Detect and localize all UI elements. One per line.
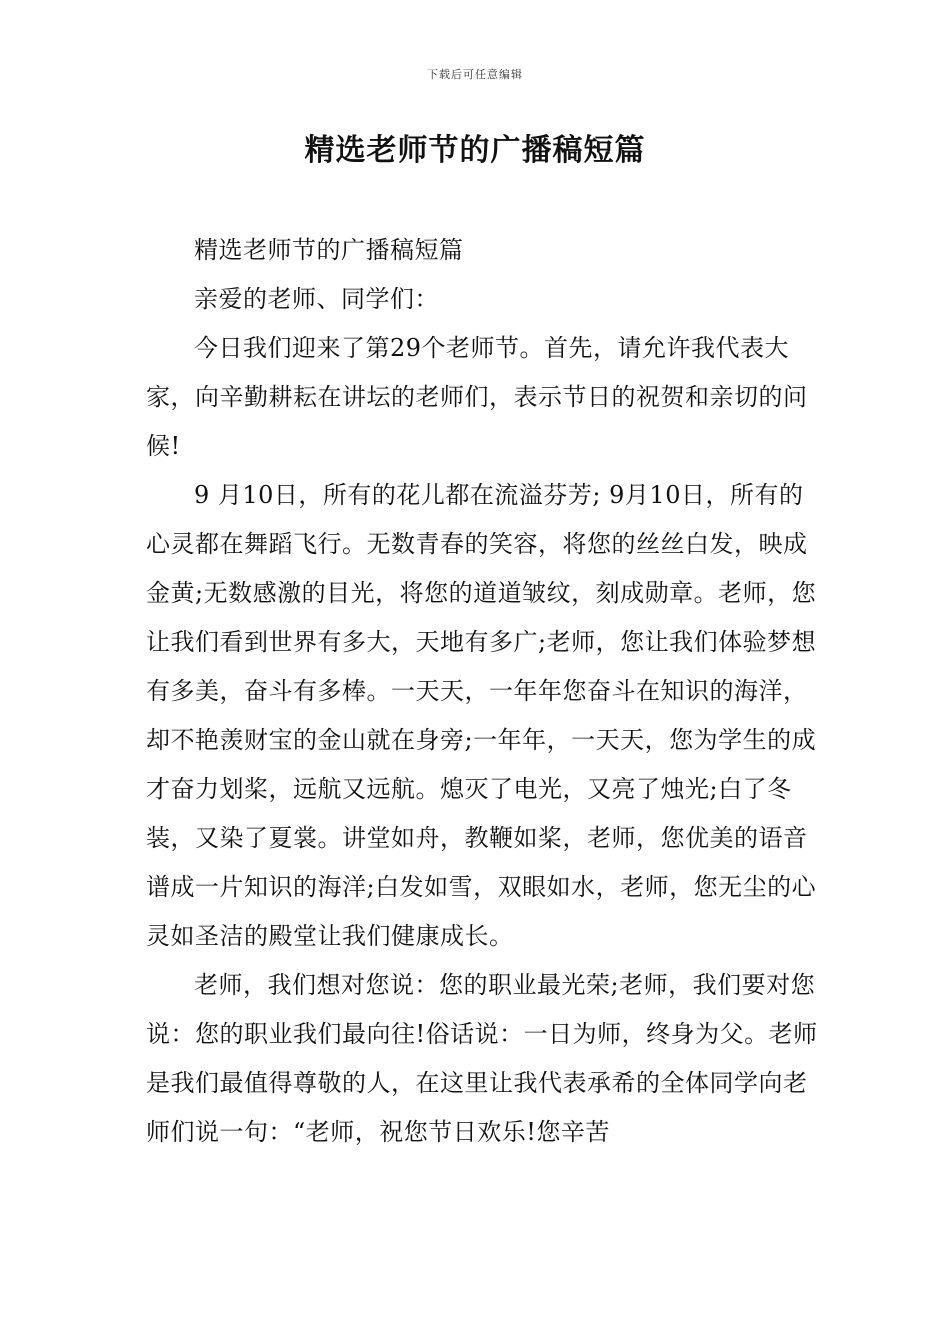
paragraph-subtitle: 精选老师节的广播稿短篇 [194, 236, 464, 264]
paragraph-main: 9 月10日，所有的花儿都在流溢芬芳; 9月10日，所有的心灵都在舞蹈飞行。无数青春的笑容，将您的丝丝白发，映成金黄;无数感激的目光，将您的道道皱纹，刻成勋章。老师，您让我们看到世界有多大，天地有多广;老师，您让我们体验梦想有多美，奋斗有多棒。一天天，一年年您奋斗在知识的海洋，却不艳羡财宝的金山就在身旁;一年年，一天天，您为学生的成才奋力划桨，远航又远航。熄灭了电光，又亮了烛光;白了冬装，又染了夏裳。讲堂如舟，教鞭如桨，老师，您优美的语音谱成一片知识的海洋;白发如雪，双眼如水，老师，您无尘的心灵如圣洁的殿堂让我们健康成长。 [146, 481, 817, 950]
document-body [146, 226, 820, 1157]
paragraph-closing: 老师，我们想对您说：您的职业最光荣;老师，我们要对您说：您的职业我们最向往!俗话说：一日为师，终身为父。老师是我们最值得尊敬的人，在这里让我代表承希的全体同学向老师们说一句：“老师，祝您节日欢乐!您辛苦 [146, 971, 818, 1146]
page-title: 精选老师节的广播稿短篇 [304, 133, 646, 168]
paragraph-intro: 今日我们迎来了第29个老师节。首先，请允许我代表大家，向辛勤耕耘在讲坛的老师们，表示节日的祝贺和亲切的问候! [146, 334, 808, 460]
header-note: 下载后可任意编辑 [427, 68, 523, 81]
paragraph-greeting: 亲爱的老师、同学们： [194, 285, 439, 313]
